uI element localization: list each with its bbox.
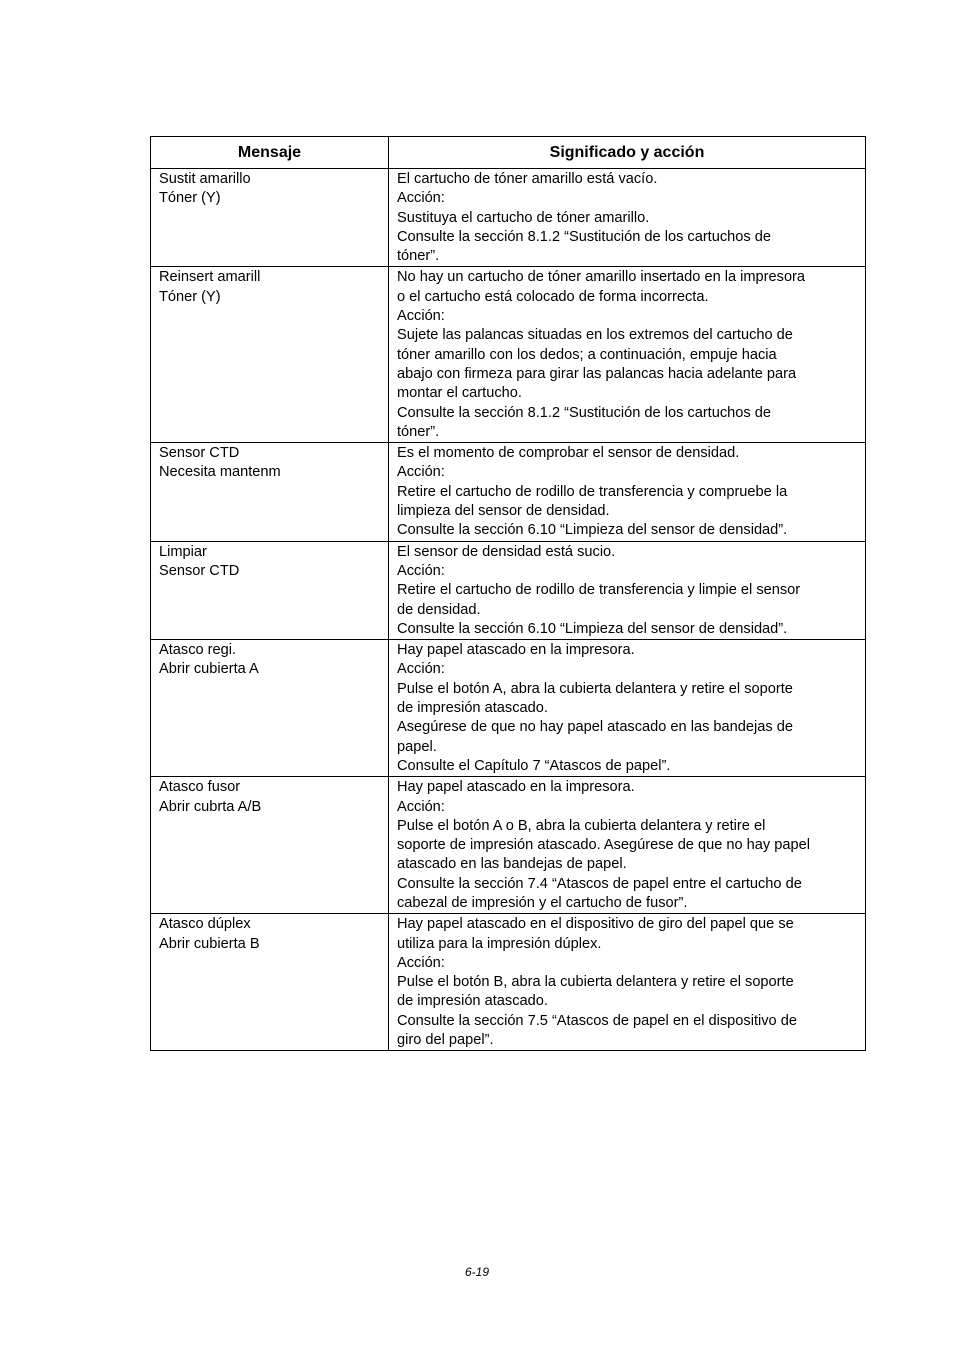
meaning-line: tóner”. — [397, 248, 440, 265]
meaning-line: Consulte la sección 6.10 “Limpieza del sensor de densidad”. — [397, 620, 788, 637]
message-line: Reinsert amarill — [159, 269, 261, 286]
message-line: Atasco dúplex — [159, 916, 251, 933]
meaning-line: o el cartucho está colocado de forma incorrecta. — [397, 288, 709, 305]
meaning-line: tóner amarillo con los dedos; a continuación, empuje hacia — [397, 346, 777, 363]
message-line: Limpiar — [159, 543, 207, 560]
message-line: Sustit amarillo — [159, 171, 251, 187]
meaning-line: de impresión atascado. — [397, 700, 548, 717]
meaning-cell — [389, 267, 866, 443]
meaning-line: giro del papel”. — [397, 1032, 494, 1049]
message-cell — [151, 640, 389, 777]
table-header-row — [151, 137, 866, 169]
table-body — [151, 169, 866, 1051]
meaning-cell — [389, 541, 866, 639]
meaning-line: Consulte la sección 7.5 “Atascos de papel en el dispositivo de — [397, 1012, 797, 1029]
table-row — [151, 914, 866, 1051]
table-row — [151, 541, 866, 639]
meaning-line: Hay papel atascado en el dispositivo de giro del papel que se — [397, 916, 794, 933]
meaning-line: atascado en las bandejas de papel. — [397, 856, 627, 873]
message-line: Abrir cubierta A — [159, 661, 259, 678]
meaning-line: El sensor de densidad está sucio. — [397, 543, 616, 560]
message-line: Tóner (Y) — [159, 190, 221, 207]
meaning-line: Acción: — [397, 464, 445, 481]
meaning-line: Acción: — [397, 190, 445, 207]
message-line: Sensor CTD — [159, 445, 240, 462]
meaning-line: Sustituya el cartucho de tóner amarillo. — [397, 209, 650, 226]
meaning-line: Retire el cartucho de rodillo de transferencia y compruebe la — [397, 483, 788, 500]
meaning-line: Consulte la sección 7.4 “Atascos de papel entre el cartucho de — [397, 875, 802, 892]
message-cell — [151, 169, 389, 267]
column-header-message: Mensaje — [151, 137, 389, 169]
table-row — [151, 640, 866, 777]
table-row — [151, 267, 866, 443]
meaning-line: Acción: — [397, 798, 445, 815]
meaning-line: Consulte el Capítulo 7 “Atascos de papel”. — [397, 757, 671, 774]
meaning-line: Pulse el botón A, abra la cubierta delantera y retire el soporte — [397, 680, 793, 697]
message-cell — [151, 443, 389, 541]
message-line: Atasco regi. — [159, 642, 237, 659]
meaning-line: Consulte la sección 6.10 “Limpieza del sensor de densidad”. — [397, 522, 788, 539]
meaning-line: Retire el cartucho de rodillo de transferencia y limpie el sensor — [397, 582, 801, 599]
meaning-line: tóner”. — [397, 423, 440, 440]
meaning-line: montar el cartucho. — [397, 385, 522, 402]
message-line: Necesita mantenm — [159, 464, 281, 481]
meaning-line: limpieza del sensor de densidad. — [397, 503, 610, 520]
meaning-cell — [389, 169, 866, 267]
meaning-line: de densidad. — [397, 601, 481, 618]
message-cell — [151, 267, 389, 443]
message-line: Abrir cubierta B — [159, 935, 260, 952]
meaning-line: No hay un cartucho de tóner amarillo insertado en la impresora — [397, 269, 806, 286]
table-row — [151, 169, 866, 267]
message-cell — [151, 777, 389, 914]
meaning-line: Asegúrese de que no hay papel atascado en las bandejas de — [397, 719, 793, 736]
meaning-line: Consulte la sección 8.1.2 “Sustitución de los cartuchos de — [397, 228, 771, 245]
meaning-line: Pulse el botón A o B, abra la cubierta delantera y retire el — [397, 817, 766, 834]
table-row — [151, 777, 866, 914]
message-table — [150, 136, 866, 1051]
message-line: Sensor CTD — [159, 562, 240, 579]
meaning-line: Hay papel atascado en la impresora. — [397, 642, 635, 659]
meaning-line: de impresión atascado. — [397, 993, 548, 1010]
meaning-line: papel. — [397, 738, 437, 755]
message-line: Abrir cubrta A/B — [159, 798, 262, 815]
meaning-line: Acción: — [397, 562, 445, 579]
meaning-line: cabezal de impresión y el cartucho de fusor”. — [397, 894, 688, 911]
meaning-line: abajo con firmeza para girar las palancas hacia adelante para — [397, 365, 797, 382]
meaning-line: Consulte la sección 8.1.2 “Sustitución de los cartuchos de — [397, 404, 771, 421]
meaning-line: Acción: — [397, 308, 445, 325]
meaning-line: Acción: — [397, 661, 445, 678]
meaning-line: Acción: — [397, 954, 445, 971]
message-cell — [151, 541, 389, 639]
meaning-line: Pulse el botón B, abra la cubierta delantera y retire el soporte — [397, 974, 794, 991]
message-line: Tóner (Y) — [159, 288, 221, 305]
meaning-cell — [389, 640, 866, 777]
message-line: Atasco fusor — [159, 779, 241, 796]
meaning-cell — [389, 777, 866, 914]
meaning-line: El cartucho de tóner amarillo está vacío. — [397, 171, 658, 187]
meaning-line: Hay papel atascado en la impresora. — [397, 779, 635, 796]
meaning-line: utiliza para la impresión dúplex. — [397, 935, 602, 952]
meaning-line: Sujete las palancas situadas en los extremos del cartucho de — [397, 327, 793, 344]
meaning-cell — [389, 914, 866, 1051]
page-number: 6-19 — [464, 1265, 490, 1279]
meaning-line: Es el momento de comprobar el sensor de densidad. — [397, 445, 740, 462]
message-cell — [151, 914, 389, 1051]
meaning-line: soporte de impresión atascado. Asegúrese de que no hay papel — [397, 837, 810, 854]
column-header-meaning: Significado y acción — [389, 137, 866, 169]
meaning-cell — [389, 443, 866, 541]
table-row — [151, 443, 866, 541]
